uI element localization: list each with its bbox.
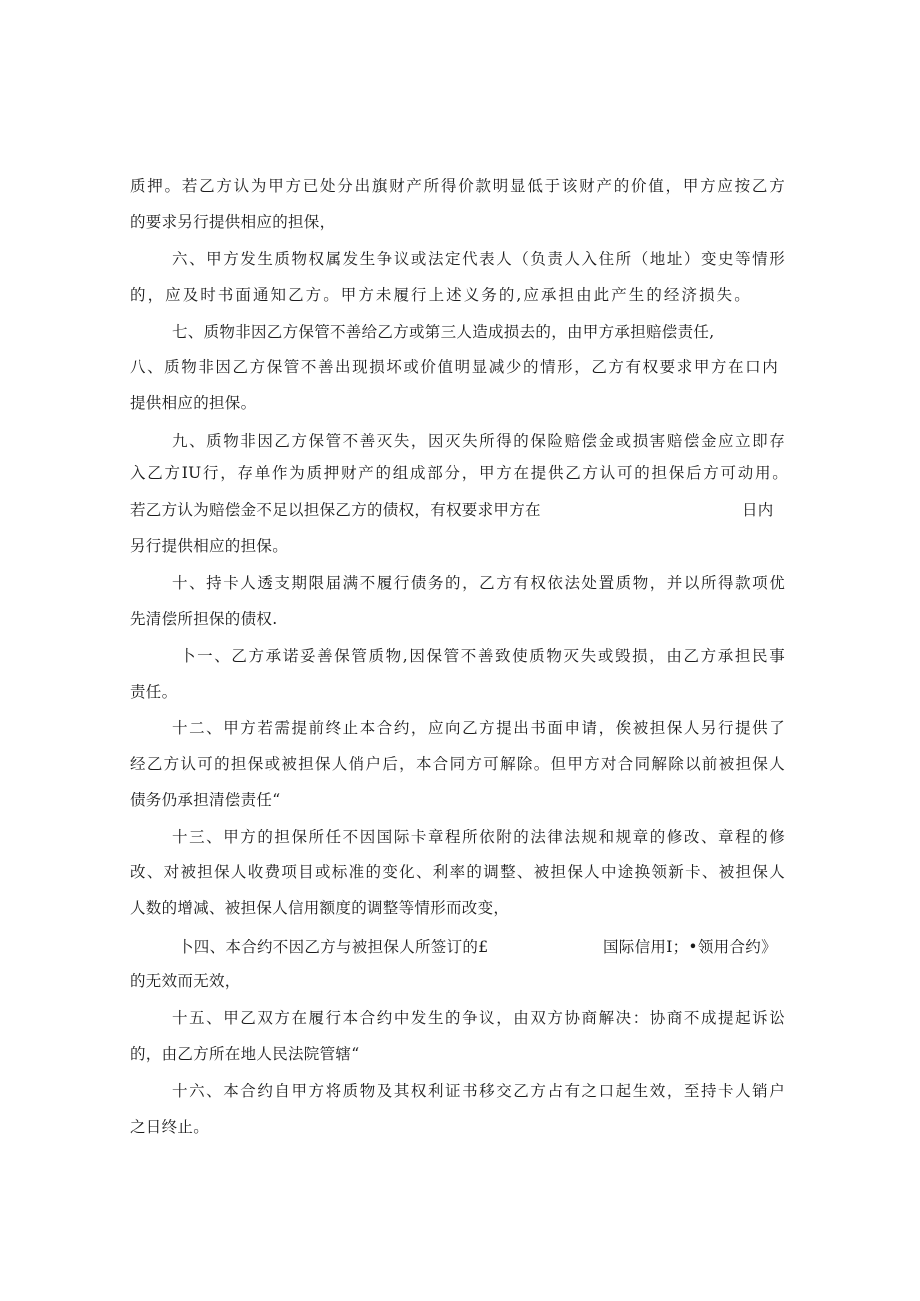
clause-14-line-1b: 国际信用I；•领用合约》 [603, 938, 777, 956]
clause-16-line-2: 之日终止。 [130, 1118, 210, 1136]
clause-13-line-3: 人数的增减、被担保人信用额度的调整等情形而改变， [130, 899, 510, 917]
clause-15-line-2: 的，由乙方所在地人民法院管辖“ [130, 1045, 360, 1063]
clause-8-line-2: 提供相应的担保。 [130, 394, 257, 412]
clause-14-line-2: 的无效而无效， [130, 972, 241, 990]
clause-11-line-1: 卜一、乙方承诺妥善保管质物,因保管不善致使质物灭失或毁损，由乙方承担民事 [180, 647, 785, 665]
clause-8-line-1: 八、质物非因乙方保管不善出现损坏或价值明显减少的情形，乙方有权要求甲方在口内 [130, 358, 778, 376]
clause-14-line-1a: 卜四、本合约不因乙方与被担保人所签订的£ [178, 938, 489, 956]
text-line: 的要求另行提供相应的担保， [130, 213, 336, 231]
clause-6-line-1: 六、甲方发生质物权属发生争议或法定代表人（负责人入住所（地址）变史等情形 [172, 250, 785, 268]
clause-9-line-4: 另行提供相应的担保。 [130, 537, 289, 555]
clause-11-line-2: 责任。 [130, 683, 178, 701]
clause-12-line-1: 十二、甲方若需提前终止本合约，应向乙方提出书面申请，俟被担保人另行提供了 [172, 719, 785, 737]
clause-9-line-3b: 日内 [742, 501, 774, 519]
clause-12-line-3: 债务仍承担清偿责任“ [130, 791, 281, 809]
clause-9-line-3a: 若乙方认为赔偿金不足以担保乙方的债权，有权要求甲方在 [130, 501, 541, 519]
clause-6-line-2: 的，应及时书面通知乙方。甲方未履行上述义务的,应承担由此产生的经济损失。 [130, 286, 750, 304]
clause-16-line-1: 十六、本合约自甲方将质物及其权利证书移交乙方占有之口起生效，至持卡人销户 [172, 1082, 785, 1100]
clause-15-line-1: 十五、甲乙双方在履行本合约中发生的争议，由双方协商解决：协商不成提起诉讼 [172, 1009, 785, 1027]
clause-13-line-2: 改、对被担保人收费项目或标准的变化、利率的调整、被担保人中途换领新卡、被担保人 [130, 863, 785, 881]
clause-10-line-2: 先清偿所担保的债权. [130, 610, 278, 628]
text-line: 质押。若乙方认为甲方已处分出旗财产所得价款明显低于该财产的价值，甲方应按乙方 [130, 177, 785, 195]
clause-10-line-1: 十、持卡人透支期限届满不履行债务的，乙方有权依法处置质物，并以所得款项优 [172, 574, 785, 592]
clause-13-line-1: 十三、甲方的担保所任不因国际卡章程所依附的法律法规和规章的修改、章程的修 [172, 828, 785, 846]
clause-9-line-1: 九、质物非因乙方保管不善灭失，因灭失所得的保险赔偿金或损害赔偿金应立即存 [172, 432, 785, 450]
clause-9-line-2: 入乙方IU行，存单作为质押财产的组成部分，甲方在提供乙方认可的担保后方可动用。 [130, 464, 788, 482]
clause-7: 七、质物非因乙方保管不善给乙方或第三人造成损去的，由甲方承担赔偿责任, [172, 323, 715, 341]
clause-12-line-2: 经乙方认可的担保或被担保人俏户后，本合同方可解除。但甲方对合同解除以前被担保人 [130, 755, 785, 773]
